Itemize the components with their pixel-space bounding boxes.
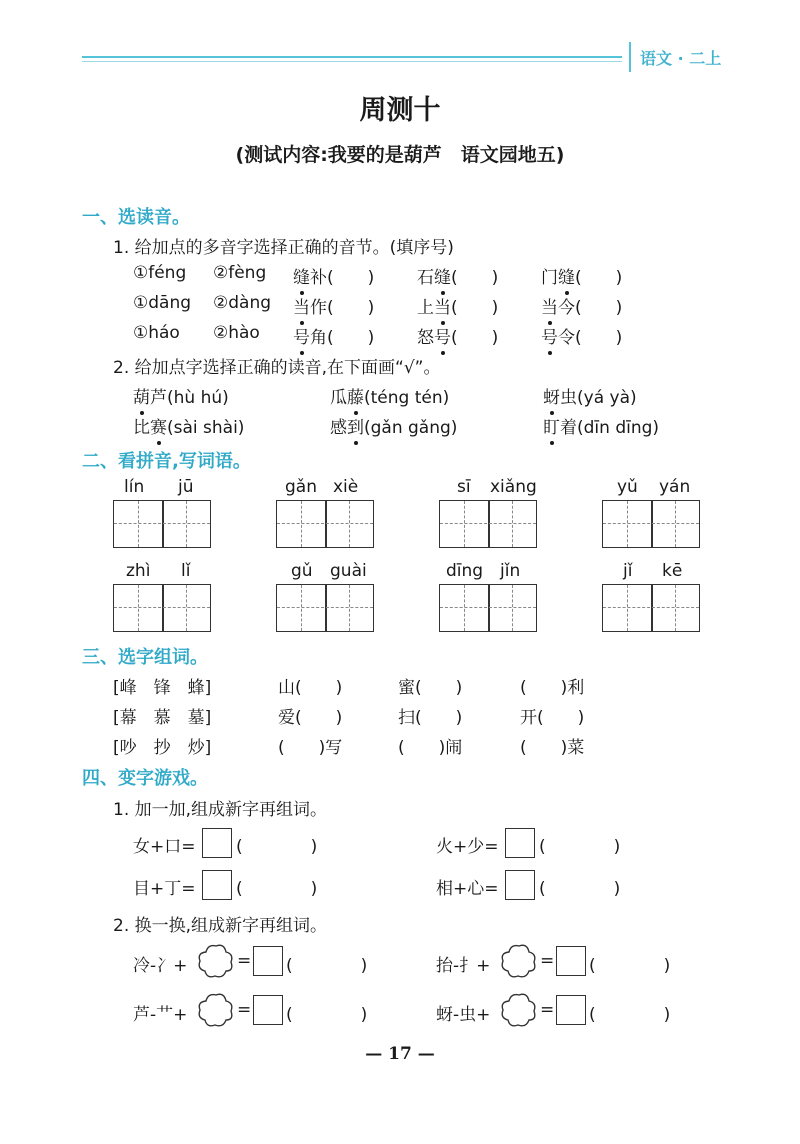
blank-word: 爱( ) — [278, 708, 343, 728]
add-expression: 女+口= — [133, 837, 196, 857]
pinyin-1: lín — [124, 477, 145, 497]
swap-expression: 蚜-虫+ — [436, 1005, 491, 1025]
answer-box[interactable] — [253, 995, 283, 1025]
writing-grid[interactable] — [276, 500, 374, 548]
header-rule — [82, 56, 622, 58]
answer-box[interactable] — [505, 870, 535, 900]
answer-paren: ( ) — [286, 1005, 368, 1025]
word-1: 缝补( ) — [293, 268, 375, 288]
reading-item: 比赛(sài shài) — [133, 418, 245, 438]
option-1: ①háo — [133, 323, 180, 343]
question-4-1: 1. 加一加,组成新字再组词。 — [113, 800, 328, 820]
writing-grid[interactable] — [439, 500, 537, 548]
char-set: [峰 锋 蜂] — [113, 678, 212, 698]
blank-word: ( )菜 — [520, 738, 585, 758]
word-3: 号令( ) — [541, 328, 623, 348]
section-2-heading: 二、看拼音,写词语。 — [82, 451, 251, 472]
pinyin-2: lǐ — [181, 561, 191, 581]
cloud-blank-icon[interactable] — [196, 991, 236, 1029]
page-title: 周测十 — [359, 95, 441, 126]
blank-word: ( )闹 — [398, 738, 463, 758]
pinyin-2: yán — [659, 477, 691, 497]
blank-word: 开( ) — [520, 708, 585, 728]
pinyin-2: guài — [330, 561, 367, 581]
pinyin-1: dīng — [446, 561, 484, 581]
word-2: 石缝( ) — [417, 268, 499, 288]
option-2: ②hào — [213, 323, 260, 343]
writing-grid[interactable] — [113, 584, 211, 632]
writing-grid[interactable] — [439, 584, 537, 632]
question-4-2: 2. 换一换,组成新字再组词。 — [113, 916, 328, 936]
blank-word: 蜜( ) — [398, 678, 463, 698]
cloud-blank-icon[interactable] — [499, 942, 539, 980]
writing-grid[interactable] — [602, 584, 700, 632]
pinyin-2: xiǎng — [490, 477, 537, 497]
word-1: 当作( ) — [293, 298, 375, 318]
equals-sign: = — [540, 1000, 555, 1020]
answer-box[interactable] — [505, 828, 535, 858]
equals-sign: = — [540, 951, 555, 971]
question-1-2: 2. 给加点字选择正确的读音,在下面画“√”。 — [113, 358, 441, 378]
option-2: ②fèng — [213, 263, 267, 283]
pinyin-1: jǐ — [623, 561, 633, 581]
answer-paren: ( ) — [236, 879, 318, 899]
reading-item: 感到(gǎn gǎng) — [330, 418, 458, 438]
pinyin-2: jǐn — [500, 561, 521, 581]
subject-tag: 语文 · 二上 — [640, 49, 722, 68]
add-expression: 相+心= — [436, 879, 499, 899]
writing-grid[interactable] — [276, 584, 374, 632]
word-3: 门缝( ) — [541, 268, 623, 288]
option-2: ②dàng — [213, 293, 272, 313]
cloud-blank-icon[interactable] — [499, 991, 539, 1029]
char-set: [幕 慕 墓] — [113, 708, 212, 728]
char-set: [吵 抄 炒] — [113, 738, 212, 758]
blank-word: 山( ) — [278, 678, 343, 698]
page-number: — 17 — — [365, 1044, 435, 1064]
pinyin-1: gǔ — [291, 561, 313, 581]
answer-box[interactable] — [202, 870, 232, 900]
word-1: 号角( ) — [293, 328, 375, 348]
pinyin-2: jū — [178, 477, 194, 497]
pinyin-1: sī — [457, 477, 471, 497]
answer-box[interactable] — [253, 946, 283, 976]
blank-word: ( )写 — [278, 738, 343, 758]
answer-paren: ( ) — [539, 837, 621, 857]
option-1: ①féng — [133, 263, 187, 283]
section-4-heading: 四、变字游戏。 — [82, 768, 208, 789]
reading-item: 盯着(dīn dīng) — [543, 418, 660, 438]
pinyin-1: yǔ — [617, 477, 638, 497]
header-rule-thin — [82, 61, 622, 62]
word-2: 怒号( ) — [417, 328, 499, 348]
answer-box[interactable] — [556, 995, 586, 1025]
word-2: 上当( ) — [417, 298, 499, 318]
answer-paren: ( ) — [589, 956, 671, 976]
reading-item: 蚜虫(yá yà) — [543, 388, 637, 408]
reading-item: 葫芦(hù hú) — [133, 388, 229, 408]
reading-item: 瓜藤(téng tén) — [330, 388, 450, 408]
section-1-heading: 一、选读音。 — [82, 207, 190, 228]
answer-paren: ( ) — [236, 837, 318, 857]
blank-word: 扫( ) — [398, 708, 463, 728]
add-expression: 火+少= — [436, 837, 499, 857]
writing-grid[interactable] — [602, 500, 700, 548]
pinyin-1: zhì — [126, 561, 151, 581]
pinyin-2: kē — [662, 561, 683, 581]
writing-grid[interactable] — [113, 500, 211, 548]
answer-box[interactable] — [202, 828, 232, 858]
question-1-1: 1. 给加点的多音字选择正确的音节。(填序号) — [113, 238, 454, 258]
pinyin-2: xiè — [333, 477, 359, 497]
word-3: 当今( ) — [541, 298, 623, 318]
answer-paren: ( ) — [539, 879, 621, 899]
blank-word: ( )利 — [520, 678, 585, 698]
option-1: ①dāng — [133, 293, 192, 313]
answer-paren: ( ) — [286, 956, 368, 976]
pinyin-1: gǎn — [285, 477, 317, 497]
header-tag-bar — [629, 42, 631, 72]
cloud-blank-icon[interactable] — [196, 942, 236, 980]
answer-paren: ( ) — [589, 1005, 671, 1025]
page-subtitle: (测试内容:我要的是葫芦 语文园地五) — [235, 144, 565, 166]
swap-expression: 抬-扌+ — [436, 956, 491, 976]
section-3-heading: 三、选字组词。 — [82, 647, 208, 668]
swap-expression: 冷-冫+ — [133, 956, 188, 976]
answer-box[interactable] — [556, 946, 586, 976]
swap-expression: 芦-艹+ — [133, 1005, 188, 1025]
equals-sign: = — [237, 1000, 252, 1020]
add-expression: 目+丁= — [133, 879, 196, 899]
equals-sign: = — [237, 951, 252, 971]
